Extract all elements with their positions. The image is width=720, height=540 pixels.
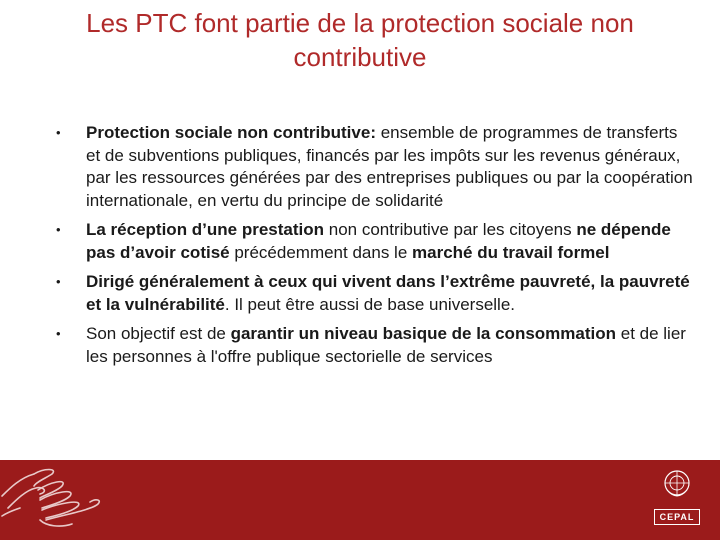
un-emblem-icon [662,468,692,498]
bullet-text: et de lier les personnes à l'offre publique sectorielle de services [86,324,686,366]
bullet-text-bold: marché du travail formel [412,242,610,262]
bullet-item [56,219,696,264]
slide-title: Les PTC font partie de la protection sociale non contributive [86,8,634,72]
bullet-text-bold: ne dépende pas d’avoir cotisé [86,220,671,262]
bullet-item [56,122,696,212]
bullet-text: Son objectif est de [86,324,231,343]
bullet-text: . Il peut être aussi de base universelle. [224,294,516,314]
bullet-marker: • [56,125,61,140]
cepal-logo-text: CEPAL [654,509,700,525]
bullet-marker: • [56,326,61,341]
bullet-text-bold: garantir un niveau basique de la consommation [230,324,617,343]
bullet-item [56,271,696,316]
bullet-list [56,122,696,375]
bullet-text-bold: La réception d’une prestation [86,220,325,239]
bullet-text-bold: Dirigé généralement à ceux qui vivent dans l’extrême pauvreté, la pauvreté et la vulnérabilité [86,272,690,314]
bullet-item [56,323,696,368]
bullet-text-bold: Protection sociale non contributive: [86,123,376,142]
footer-band [0,460,720,540]
bullet-text: ensemble de programmes de transferts et de subventions publiques, financés par les impôts sur les revenus généraux, par les ressources générées par des entreprises publiques ou par la coopération internationale, en vertu du principe de solidarité [86,123,693,210]
bullet-marker: • [56,274,61,289]
cepal-logo [652,468,702,525]
bullet-text: précédemment dans le [229,242,413,262]
hand-outline-icon [0,460,110,540]
bullet-marker: • [56,222,61,237]
bullet-text: non contributive par les citoyens [324,220,577,239]
